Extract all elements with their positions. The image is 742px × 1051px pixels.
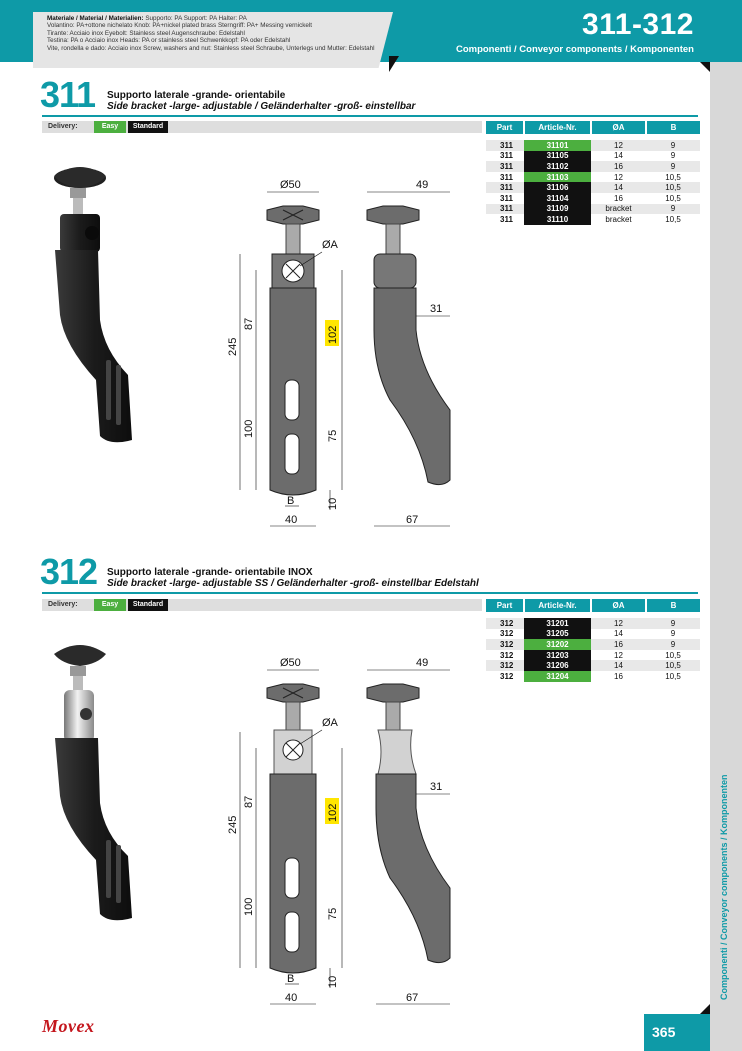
diameter-cell: bracket: [605, 214, 632, 224]
dim-10: 10: [327, 975, 339, 988]
page-corner: [700, 1004, 710, 1014]
b-cell: 10,5: [665, 193, 681, 203]
b-cell: 9: [670, 151, 676, 161]
slot-photo-2: [116, 845, 121, 903]
b-cell: 9: [646, 161, 700, 172]
article-cell: 31204: [524, 671, 591, 682]
diameter-cell: 12: [614, 650, 623, 660]
article-table-312: [486, 599, 700, 682]
table-row: [486, 629, 700, 640]
dim-67: 67: [406, 514, 419, 526]
b-cell: 9: [646, 140, 700, 151]
dim-31: 31: [430, 781, 443, 793]
diameter-cell: bracket: [591, 204, 646, 215]
dim-245: 245: [227, 815, 239, 834]
screw-side: [386, 224, 400, 254]
diameter-cell: 14: [614, 629, 623, 639]
dim-100: 100: [243, 897, 255, 916]
delivery-easy-badge: Easy: [94, 121, 126, 133]
ss-head-side: [378, 730, 416, 774]
dim-40: 40: [285, 992, 298, 1004]
dim-d50: Ø50: [280, 179, 301, 191]
diameter-cell: 16: [591, 161, 646, 172]
article-cell: 31205: [524, 629, 591, 640]
dim-75: 75: [327, 907, 339, 920]
section-title-it-311: Supporto laterale -grande- orientabile: [107, 90, 286, 101]
table-row: [486, 660, 700, 671]
material-line-2: Volantino: PA+ottone nichelato Knob: PA+nickel plated brass Sterngriff: PA+ Messing vernickelt: [47, 22, 313, 30]
side-view-312: [367, 684, 450, 963]
head-side: [374, 254, 416, 288]
diameter-cell: 16: [614, 193, 623, 203]
material-line-3: Tirante: Acciaio inox Eyebolt: Stainless steel Augenschraube: Edelstahl: [47, 29, 245, 37]
b-cell: 10,5: [665, 650, 681, 660]
dim-10: 10: [327, 497, 339, 510]
b-cell: 10,5: [646, 660, 700, 671]
material-title: Materiale / Material / Materialien:: [47, 15, 144, 22]
part-cell: 311: [486, 140, 524, 151]
bracket-side: [374, 288, 450, 485]
delivery-standard-badge: Standard: [128, 599, 168, 611]
page-subtitle: Componenti / Conveyor components / Komponenten: [455, 44, 694, 55]
part-cell: 311: [486, 161, 524, 172]
dim-75: 75: [327, 429, 339, 442]
technical-drawing-311: [210, 170, 480, 535]
table-body: [486, 612, 700, 682]
page-number: 365: [652, 1024, 676, 1040]
part-cell: 311: [500, 193, 513, 203]
dim-100: 100: [243, 419, 255, 438]
part-cell: 311: [500, 151, 513, 161]
diameter-cell: 14: [591, 660, 646, 671]
slot-photo-1: [106, 840, 111, 898]
delivery-label: Delivery:: [48, 123, 78, 130]
movex-logo: Movex: [42, 1016, 95, 1036]
diameter-cell: 14: [591, 182, 646, 193]
dim-87: 87: [243, 795, 255, 808]
nut-photo: [70, 188, 86, 198]
knob-side: [367, 206, 419, 224]
b-cell: 9: [646, 639, 700, 650]
diameter-cell: 12: [614, 172, 623, 182]
part-cell: 311: [486, 182, 524, 193]
material-line-4: Testina: PA o Acciaio inox Heads: PA or stainless steel Schwenkkopf: PA oder Edelstahl: [47, 37, 291, 45]
article-table-311: [486, 121, 700, 225]
side-view-311: [367, 206, 450, 485]
dim-49: 49: [416, 657, 429, 669]
dim-102: 102: [327, 803, 339, 822]
slot-front-2: [285, 434, 299, 474]
screw-front: [286, 224, 300, 254]
diameter-cell: 16: [614, 671, 623, 681]
table-row: [486, 151, 700, 162]
part-cell: 311: [500, 172, 513, 182]
slot-front-1: [285, 380, 299, 420]
part-cell: 312: [486, 618, 524, 629]
dim-49: 49: [416, 179, 429, 191]
article-cell: 31202: [524, 639, 591, 650]
article-cell: 31104: [524, 193, 591, 204]
table-row: [486, 182, 700, 193]
col-diameter: ØA: [591, 599, 646, 612]
table-row: [486, 140, 700, 151]
front-view-312: [267, 684, 319, 973]
front-view-311: [267, 206, 319, 495]
delivery-label: Delivery:: [48, 601, 78, 608]
delivery-bar-311: [42, 121, 482, 133]
b-cell: 10,5: [665, 214, 681, 224]
dim-b: B: [287, 973, 295, 985]
header-corner: [700, 62, 710, 72]
dim-31: 31: [430, 303, 443, 315]
delivery-bar-312: [42, 599, 482, 611]
product-photo-311: [40, 150, 150, 450]
b-cell: 9: [646, 204, 700, 215]
col-diameter: ØA: [591, 121, 646, 134]
head-hole-photo: [85, 226, 99, 240]
diameter-cell: 14: [614, 151, 623, 161]
knob-photo: [54, 645, 106, 666]
col-part: Part: [486, 121, 524, 134]
article-cell: 31103: [524, 172, 591, 183]
article-cell: 31102: [524, 161, 591, 172]
part-cell: 312: [500, 629, 514, 639]
delivery-standard-badge: Standard: [128, 121, 168, 133]
slot-photo-2: [116, 365, 121, 425]
part-cell: 312: [500, 671, 514, 681]
article-cell: 31201: [524, 618, 591, 629]
diameter-cell: 12: [591, 618, 646, 629]
dim-102: 102: [327, 325, 339, 344]
col-article: Article-Nr.: [524, 599, 591, 612]
technical-drawing-312: [210, 648, 480, 1013]
dim-87: 87: [243, 317, 255, 330]
article-cell: 31105: [524, 151, 591, 162]
screw-side: [386, 702, 400, 730]
screw-front: [286, 702, 300, 730]
part-cell: 311: [500, 214, 513, 224]
dim-b: B: [287, 495, 295, 507]
material-info: [47, 15, 392, 52]
table-row: [486, 193, 700, 204]
article-cell: 31110: [524, 214, 591, 225]
part-cell: 312: [486, 660, 524, 671]
nut-photo: [70, 666, 86, 676]
table-row: [486, 639, 700, 650]
section-title-en-311: Side bracket -large- adjustable / Geländerhalter -groß- einstellbar: [107, 101, 416, 112]
knob-side: [367, 684, 419, 702]
section-number-312: 312: [40, 551, 98, 592]
col-b: B: [646, 599, 700, 612]
side-label: Componenti / Conveyor components / Komponenten: [719, 774, 729, 1000]
part-cell: 312: [486, 639, 524, 650]
slot-photo-1: [106, 360, 111, 420]
b-cell: 9: [670, 629, 676, 639]
material-line-5: Vite, rondella e dado: Acciaio inox Screw, washers and nut: Stainless steel Schraube, Unterlegs und Mutter: Edelstahl: [47, 44, 375, 52]
table-row: [486, 161, 700, 172]
col-part: Part: [486, 599, 524, 612]
part-cell: 311: [486, 204, 524, 215]
table-header-row: [486, 599, 700, 612]
dim-40: 40: [285, 514, 298, 526]
product-photo-312: [40, 628, 150, 928]
article-cell: 31203: [524, 650, 591, 661]
article-cell: 31101: [524, 140, 591, 151]
table-row: [486, 204, 700, 215]
section-title-en-312: Side bracket -large- adjustable SS / Geländerhalter -groß- einstellbar Edelstahl: [107, 578, 479, 589]
dim-67: 67: [406, 992, 419, 1004]
material-line-1: Supporto: PA Support: PA Halter: PA: [145, 15, 247, 22]
article-cell: 31106: [524, 182, 591, 193]
article-cell: 31206: [524, 660, 591, 671]
b-cell: 10,5: [646, 182, 700, 193]
diameter-cell: 16: [591, 639, 646, 650]
dim-da: ØA: [322, 239, 338, 251]
screw-photo: [73, 676, 83, 692]
table-body: [486, 134, 700, 225]
section-title-it-312: Supporto laterale -grande- orientabile INOX: [107, 567, 313, 578]
section-rule-311: [42, 115, 698, 117]
article-cell: 31109: [524, 204, 591, 215]
slot-front-2: [285, 912, 299, 952]
delivery-easy-badge: Easy: [94, 599, 126, 611]
dim-245: 245: [227, 337, 239, 356]
material-box-corner: [389, 56, 399, 72]
b-cell: 9: [646, 618, 700, 629]
slot-front-1: [285, 858, 299, 898]
part-cell: 312: [500, 650, 514, 660]
col-b: B: [646, 121, 700, 134]
table-row: [486, 172, 700, 183]
table-header-row: [486, 121, 700, 134]
table-row: [486, 650, 700, 661]
diameter-cell: 12: [591, 140, 646, 151]
dim-d50: Ø50: [280, 657, 301, 669]
bracket-side: [376, 774, 450, 963]
b-cell: 10,5: [665, 172, 681, 182]
section-rule-312: [42, 592, 698, 594]
table-row: [486, 214, 700, 225]
page-code: 311-312: [582, 8, 694, 41]
table-row: [486, 618, 700, 629]
head-hole-photo: [80, 708, 92, 720]
col-article: Article-Nr.: [524, 121, 591, 134]
b-cell: 10,5: [665, 671, 681, 681]
screw-photo: [73, 198, 83, 216]
dim-da: ØA: [322, 717, 338, 729]
section-number-311: 311: [40, 74, 96, 115]
table-row: [486, 671, 700, 682]
